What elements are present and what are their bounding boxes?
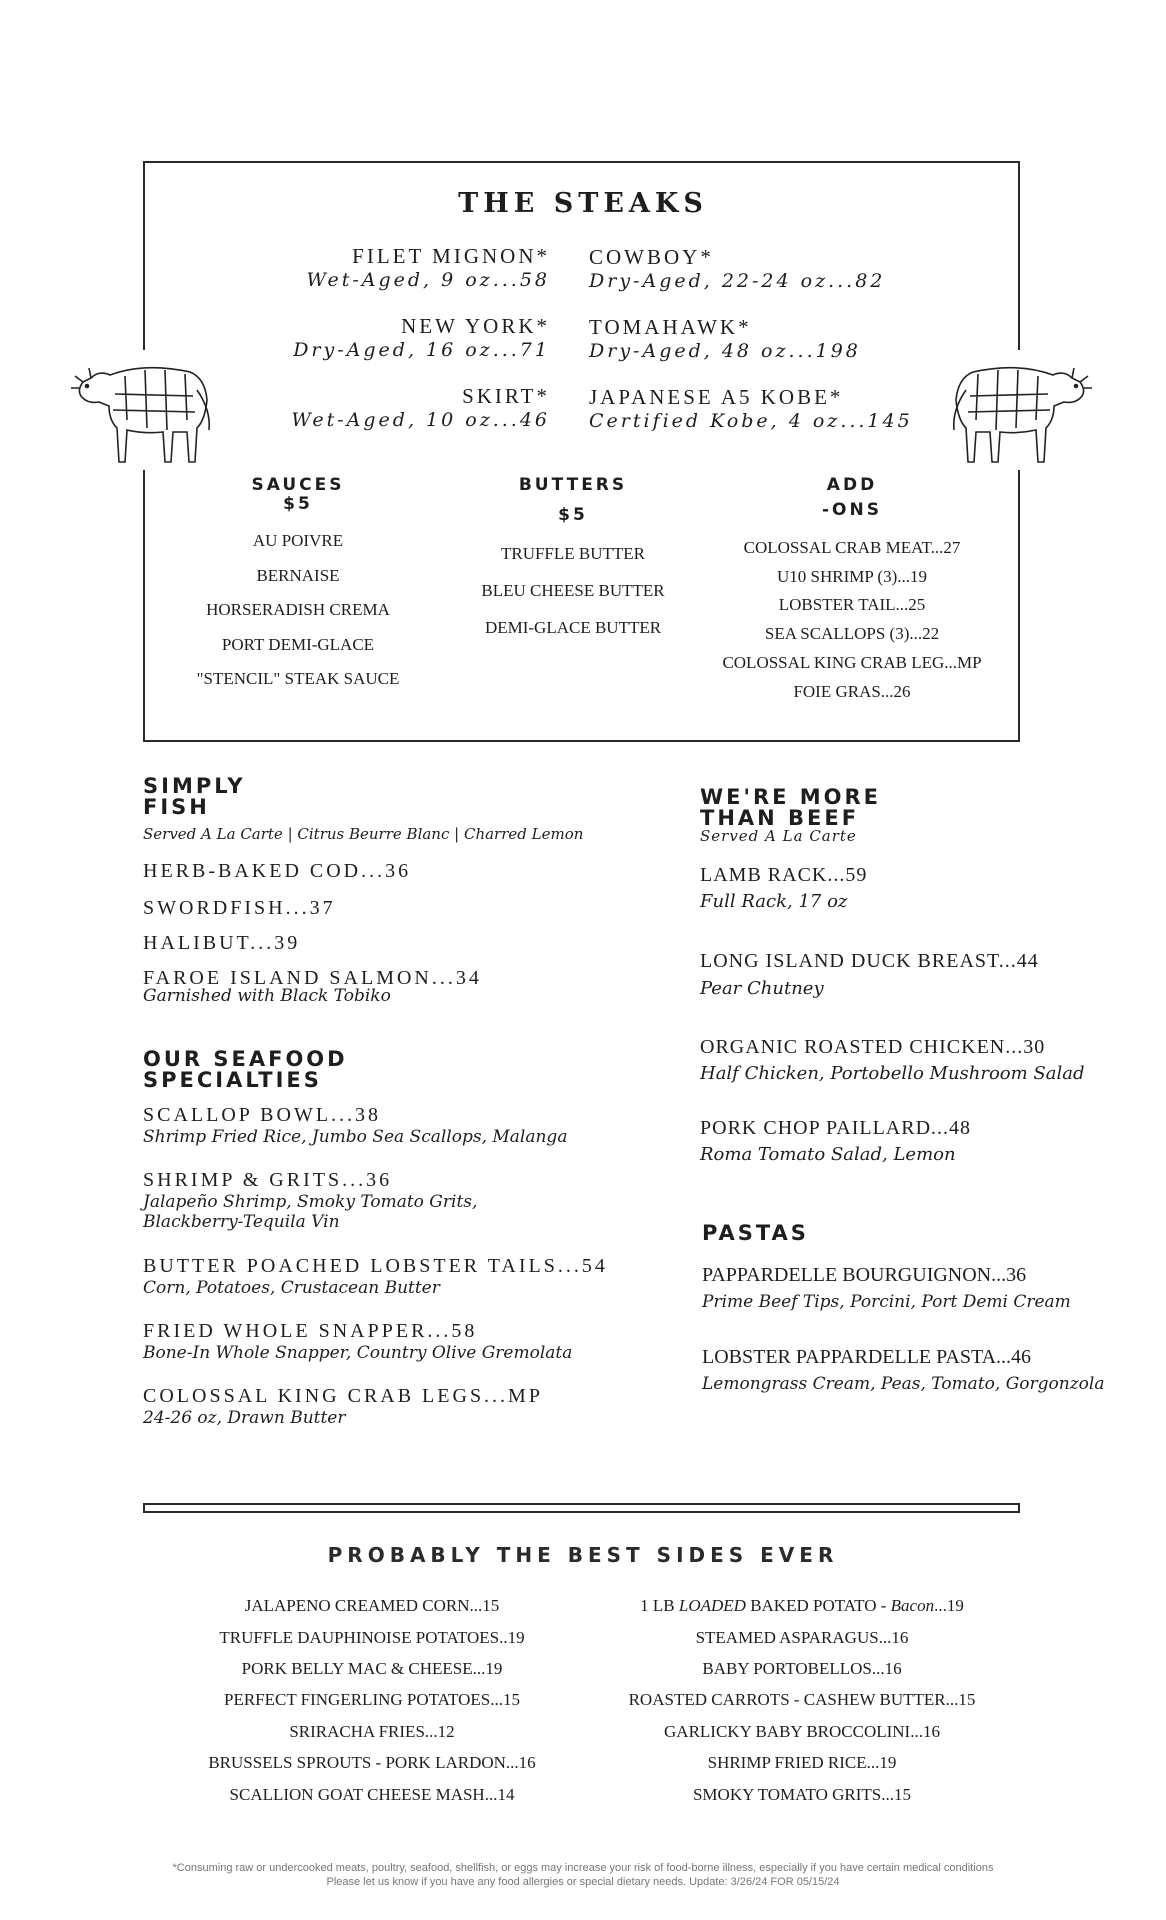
- cow-illustration-right-icon: [948, 350, 1098, 470]
- side-part: BAKED POTATO -: [745, 1596, 891, 1615]
- beef-item-desc: Full Rack, 17 oz: [700, 891, 848, 912]
- side-part: ...19: [934, 1596, 964, 1615]
- seafood-item-desc: 24-26 oz, Drawn Butter: [143, 1408, 346, 1428]
- addon-item: SEA SCALLOPS (3)...22: [764, 624, 940, 643]
- sauce-item: PORT DEMI-GLACE: [221, 635, 375, 654]
- beef-item-name: LONG ISLAND DUCK BREAST...44: [700, 950, 1039, 972]
- side-item: SMOKY TOMATO GRITS...15: [692, 1785, 912, 1804]
- steak-newyork-desc: Dry-Aged, 16 oz...71: [293, 339, 550, 361]
- butters-title: BUTTERS: [518, 475, 628, 495]
- seafood-item-desc: Corn, Potatoes, Crustacean Butter: [143, 1278, 440, 1298]
- steak-kobe-name: JAPANESE A5 KOBE*: [589, 385, 844, 409]
- beef-item-desc: Half Chicken, Portobello Mushroom Salad: [700, 1063, 1085, 1084]
- sauces-price: $5: [283, 494, 313, 514]
- fish-item: FAROE ISLAND SALMON...34: [143, 967, 482, 989]
- seafood-item-desc: Shrimp Fried Rice, Jumbo Sea Scallops, Malanga: [143, 1127, 568, 1147]
- butter-item: DEMI-GLACE BUTTER: [484, 618, 662, 637]
- butters-price: $5: [558, 505, 588, 525]
- sauces-title: SAUCES: [251, 475, 345, 495]
- side-part-italic: Bacon: [890, 1596, 935, 1615]
- seafood-item-name: SHRIMP & GRITS...36: [143, 1169, 393, 1191]
- fish-title-line1: SIMPLY: [143, 774, 246, 798]
- addon-item: FOIE GRAS...26: [793, 682, 911, 701]
- steak-filet-desc: Wet-Aged, 9 oz...58: [306, 269, 550, 291]
- steak-cowboy-desc: Dry-Aged, 22-24 oz...82: [589, 270, 886, 292]
- side-item: ROASTED CARROTS - CASHEW BUTTER...15: [628, 1690, 976, 1709]
- fish-item: HALIBUT...39: [143, 932, 301, 954]
- steak-filet-name: FILET MIGNON*: [352, 244, 550, 268]
- sauce-item: "STENCIL" STEAK SAUCE: [196, 669, 400, 688]
- beef-subtitle: Served A La Carte: [700, 827, 857, 845]
- steak-tomahawk-desc: Dry-Aged, 48 oz...198: [589, 340, 861, 362]
- butter-item: TRUFFLE BUTTER: [500, 544, 646, 563]
- seafood-item-name: FRIED WHOLE SNAPPER...58: [143, 1320, 478, 1342]
- sauce-item: HORSERADISH CREMA: [206, 600, 390, 619]
- seafood-item-desc: Jalapeño Shrimp, Smoky Tomato Grits,: [143, 1192, 478, 1212]
- side-item: JALAPENO CREAMED CORN...15: [244, 1596, 500, 1615]
- fish-title-line2: FISH: [143, 795, 210, 819]
- steak-tomahawk-name: TOMAHAWK*: [589, 315, 752, 339]
- sides-divider: [143, 1503, 1020, 1513]
- side-item: BRUSSELS SPROUTS - PORK LARDON...16: [208, 1753, 536, 1772]
- side-item: PERFECT FINGERLING POTATOES...15: [223, 1690, 520, 1709]
- beef-item-desc: Roma Tomato Salad, Lemon: [700, 1144, 956, 1165]
- beef-item-name: LAMB RACK...59: [700, 864, 868, 886]
- beef-item-name: ORGANIC ROASTED CHICKEN...30: [700, 1036, 1046, 1058]
- fish-salmon-note: Garnished with Black Tobiko: [143, 986, 391, 1006]
- pasta-item-desc: Prime Beef Tips, Porcini, Port Demi Cream: [702, 1292, 1071, 1312]
- addons-title-line1: ADD: [826, 475, 878, 495]
- beef-item-name: PORK CHOP PAILLARD...48: [700, 1117, 972, 1139]
- addon-item: U10 SHRIMP (3)...19: [776, 567, 928, 586]
- seafood-item-name: SCALLOP BOWL...38: [143, 1104, 382, 1126]
- side-item: PORK BELLY MAC & CHEESE...19: [241, 1659, 503, 1678]
- addon-item: LOBSTER TAIL...25: [778, 595, 926, 614]
- fish-subtitle: Served A La Carte | Citrus Beurre Blanc | Charred Lemon: [143, 825, 584, 843]
- steak-skirt-name: SKIRT*: [462, 384, 550, 408]
- side-item: SCALLION GOAT CHEESE MASH...14: [229, 1785, 515, 1804]
- beef-item-desc: Pear Chutney: [700, 978, 824, 999]
- seafood-item-desc: Blackberry-Tequila Vin: [143, 1212, 340, 1232]
- beef-title-line2: THAN BEEF: [700, 806, 860, 830]
- footer-disclaimer: *Consuming raw or undercooked meats, poultry, seafood, shellfish, or eggs may increase your risk of food-borne illness, especially if you have certain medical conditions: [172, 1862, 994, 1874]
- fish-item: HERB-BAKED COD...36: [143, 860, 412, 882]
- steaks-title: THE STEAKS: [458, 188, 708, 219]
- side-part: 1 LB: [640, 1596, 679, 1615]
- addon-item: COLOSSAL KING CRAB LEG...MP: [722, 653, 982, 672]
- addon-item: COLOSSAL CRAB MEAT...27: [743, 538, 961, 557]
- sauce-item: AU POIVRE: [252, 531, 344, 550]
- pasta-item-name: PAPPARDELLE BOURGUIGNON...36: [702, 1264, 1027, 1286]
- side-item: GARLICKY BABY BROCCOLINI...16: [664, 1722, 940, 1741]
- cow-illustration-left-icon: [65, 350, 215, 470]
- side-item-loaded-potato: [582, 1596, 1022, 1616]
- steak-skirt-desc: Wet-Aged, 10 oz...46: [291, 409, 550, 431]
- side-item: SHRIMP FRIED RICE...19: [707, 1753, 897, 1772]
- side-item: SRIRACHA FRIES...12: [289, 1722, 455, 1741]
- seafood-title-line2: SPECIALTIES: [143, 1068, 322, 1092]
- pasta-item-desc: Lemongrass Cream, Peas, Tomato, Gorgonzola: [702, 1374, 1105, 1394]
- seafood-item-name: COLOSSAL KING CRAB LEGS...MP: [143, 1385, 543, 1407]
- seafood-item-name: BUTTER POACHED LOBSTER TAILS...54: [143, 1255, 608, 1277]
- steak-cowboy-name: COWBOY*: [589, 245, 714, 269]
- beef-title-line1: WE'RE MORE: [700, 785, 882, 809]
- side-part-italic: LOADED: [678, 1596, 746, 1615]
- side-item: BABY PORTOBELLOS...16: [702, 1659, 902, 1678]
- sides-title: PROBABLY THE BEST SIDES EVER: [327, 1543, 839, 1567]
- side-item: STEAMED ASPARAGUS...16: [695, 1628, 909, 1647]
- seafood-item-desc: Bone-In Whole Snapper, Country Olive Gremolata: [143, 1343, 573, 1363]
- fish-item: SWORDFISH...37: [143, 897, 336, 919]
- pasta-item-name: LOBSTER PAPPARDELLE PASTA...46: [702, 1346, 1032, 1368]
- steak-kobe-desc: Certified Kobe, 4 oz...145: [589, 410, 913, 432]
- addons-title-line2: -ONS: [822, 500, 882, 520]
- side-item: TRUFFLE DAUPHINOISE POTATOES..19: [219, 1628, 525, 1647]
- seafood-title-line1: OUR SEAFOOD: [143, 1047, 348, 1071]
- footer-allergy-note: Please let us know if you have any food allergies or special dietary needs. Update: 3/26/24 FOR 05/15/24: [326, 1876, 840, 1888]
- butter-item: BLEU CHEESE BUTTER: [481, 581, 665, 600]
- sauce-item: BERNAISE: [256, 566, 340, 585]
- pastas-title: PASTAS: [702, 1221, 809, 1245]
- steak-newyork-name: NEW YORK*: [401, 314, 550, 338]
